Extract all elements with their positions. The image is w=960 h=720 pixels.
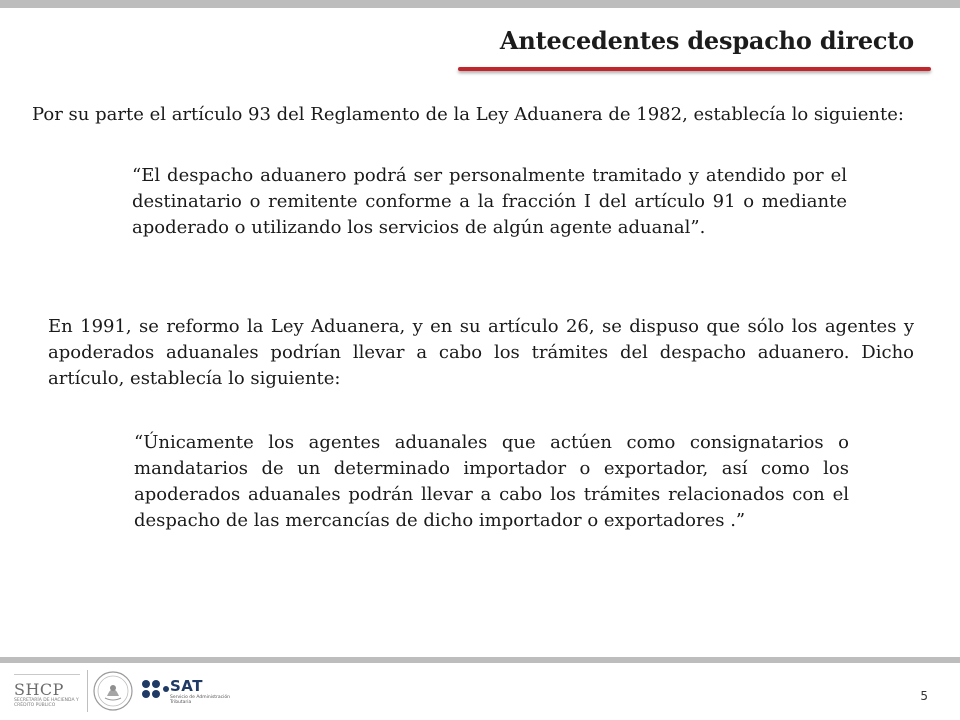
quote-1: “El despacho aduanero podrá ser personalmente tramitado y atendido por el destinatario o remitente conforme a la fracción I del artículo 91 o mediante apoderado o utilizando los servicios de algún agente aduanal”.	[132, 165, 847, 238]
sat-logo-subtitle: Servicio de Administración Tributaria	[170, 695, 230, 705]
page-number: 5	[920, 689, 928, 703]
slide-title: Antecedentes despacho directo	[499, 26, 914, 55]
logo-separator	[87, 670, 88, 712]
national-seal-icon	[90, 668, 136, 714]
sat-logo-text: SAT	[170, 677, 203, 695]
shcp-logo-text: SHCP	[14, 680, 64, 699]
shcp-logo-subtitle: SECRETARÍA DE HACIENDA Y CRÉDITO PÚBLICO	[14, 698, 79, 708]
top-bar	[0, 0, 960, 8]
title-underline	[458, 67, 931, 71]
paragraph-2: En 1991, se reformo la Ley Aduanera, y en su artículo 26, se dispuso que sólo los agentes y apoderados aduanales podrían llevar a cabo los trámites del despacho aduanero. Dicho artículo, establecía lo siguiente:	[48, 316, 914, 389]
quote-2: “Únicamente los agentes aduanales que actúen como consignatarios o mandatarios de un determinado importador o exportador, así como los apoderados aduanales podrán llevar a cabo los trámites relacionados con el despacho de las mercancías de dicho importador o exportadores .”	[134, 432, 849, 531]
paragraph-1: Por su parte el artículo 93 del Reglamento de la Ley Aduanera de 1982, establecía lo siguiente:	[32, 104, 904, 125]
